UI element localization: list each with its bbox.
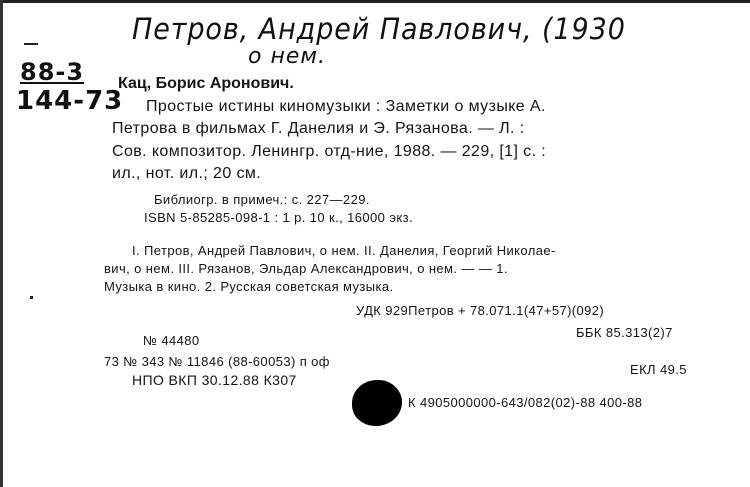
title-line-2: Петрова в фильмах Г. Данелия и Э. Рязанова. — Л. : — [112, 120, 525, 137]
order-line: 73 № 343 № 11846 (88-60053) п оф — [104, 354, 330, 369]
title-line-1: Простые истины киномузыки : Заметки о музыке А. — [146, 98, 546, 115]
publisher-code: К 4905000000-643/082(02)-88 400-88 — [408, 395, 643, 410]
isbn-line: ISBN 5-85285-098-1 : 1 р. 10 к., 16000 экз. — [144, 210, 413, 225]
handwritten-call-number-bottom: 144-73 — [16, 86, 124, 116]
tracing-line-1: I. Петров, Андрей Павлович, о нем. II. Данелия, Георгий Николае- — [132, 243, 556, 258]
handwritten-heading: Петров, Андрей Павлович, (1930 — [132, 12, 626, 46]
record-number: № 44480 — [143, 333, 200, 348]
bbk-classification: ББК 85.313(2)7 — [576, 325, 673, 340]
margin-dash-mark — [24, 43, 38, 45]
card-top-edge — [0, 0, 750, 3]
tracing-line-2: вич, о нем. III. Рязанов, Эльдар Александрович, о нем. — — 1. — [104, 261, 508, 276]
handwritten-heading-cont: о нем. — [248, 44, 326, 69]
udk-classification: УДК 929Петров + 78.071.1(47+57)(092) — [356, 303, 605, 318]
bibliography-note: Библиогр. в примеч.: с. 227—229. — [154, 192, 370, 207]
card-punch-hole — [352, 380, 402, 426]
title-line-4: ил., нот. ил.; 20 см. — [112, 165, 262, 182]
ekl-code: ЕКЛ 49.5 — [630, 362, 687, 377]
card-left-edge — [0, 0, 3, 487]
margin-dot-mark — [30, 296, 33, 299]
npo-line: НПО ВКП 30.12.88 К307 — [132, 372, 297, 388]
handwritten-call-number-top: 88-3 — [20, 58, 85, 86]
tracing-line-3: Музыка в кино. 2. Русская советская музыка. — [104, 279, 394, 294]
author-heading: Кац, Борис Аронович. — [118, 75, 294, 92]
title-line-3: Сов. композитор. Ленингр. отд-ние, 1988. — 229, [1] с. : — [112, 143, 547, 160]
